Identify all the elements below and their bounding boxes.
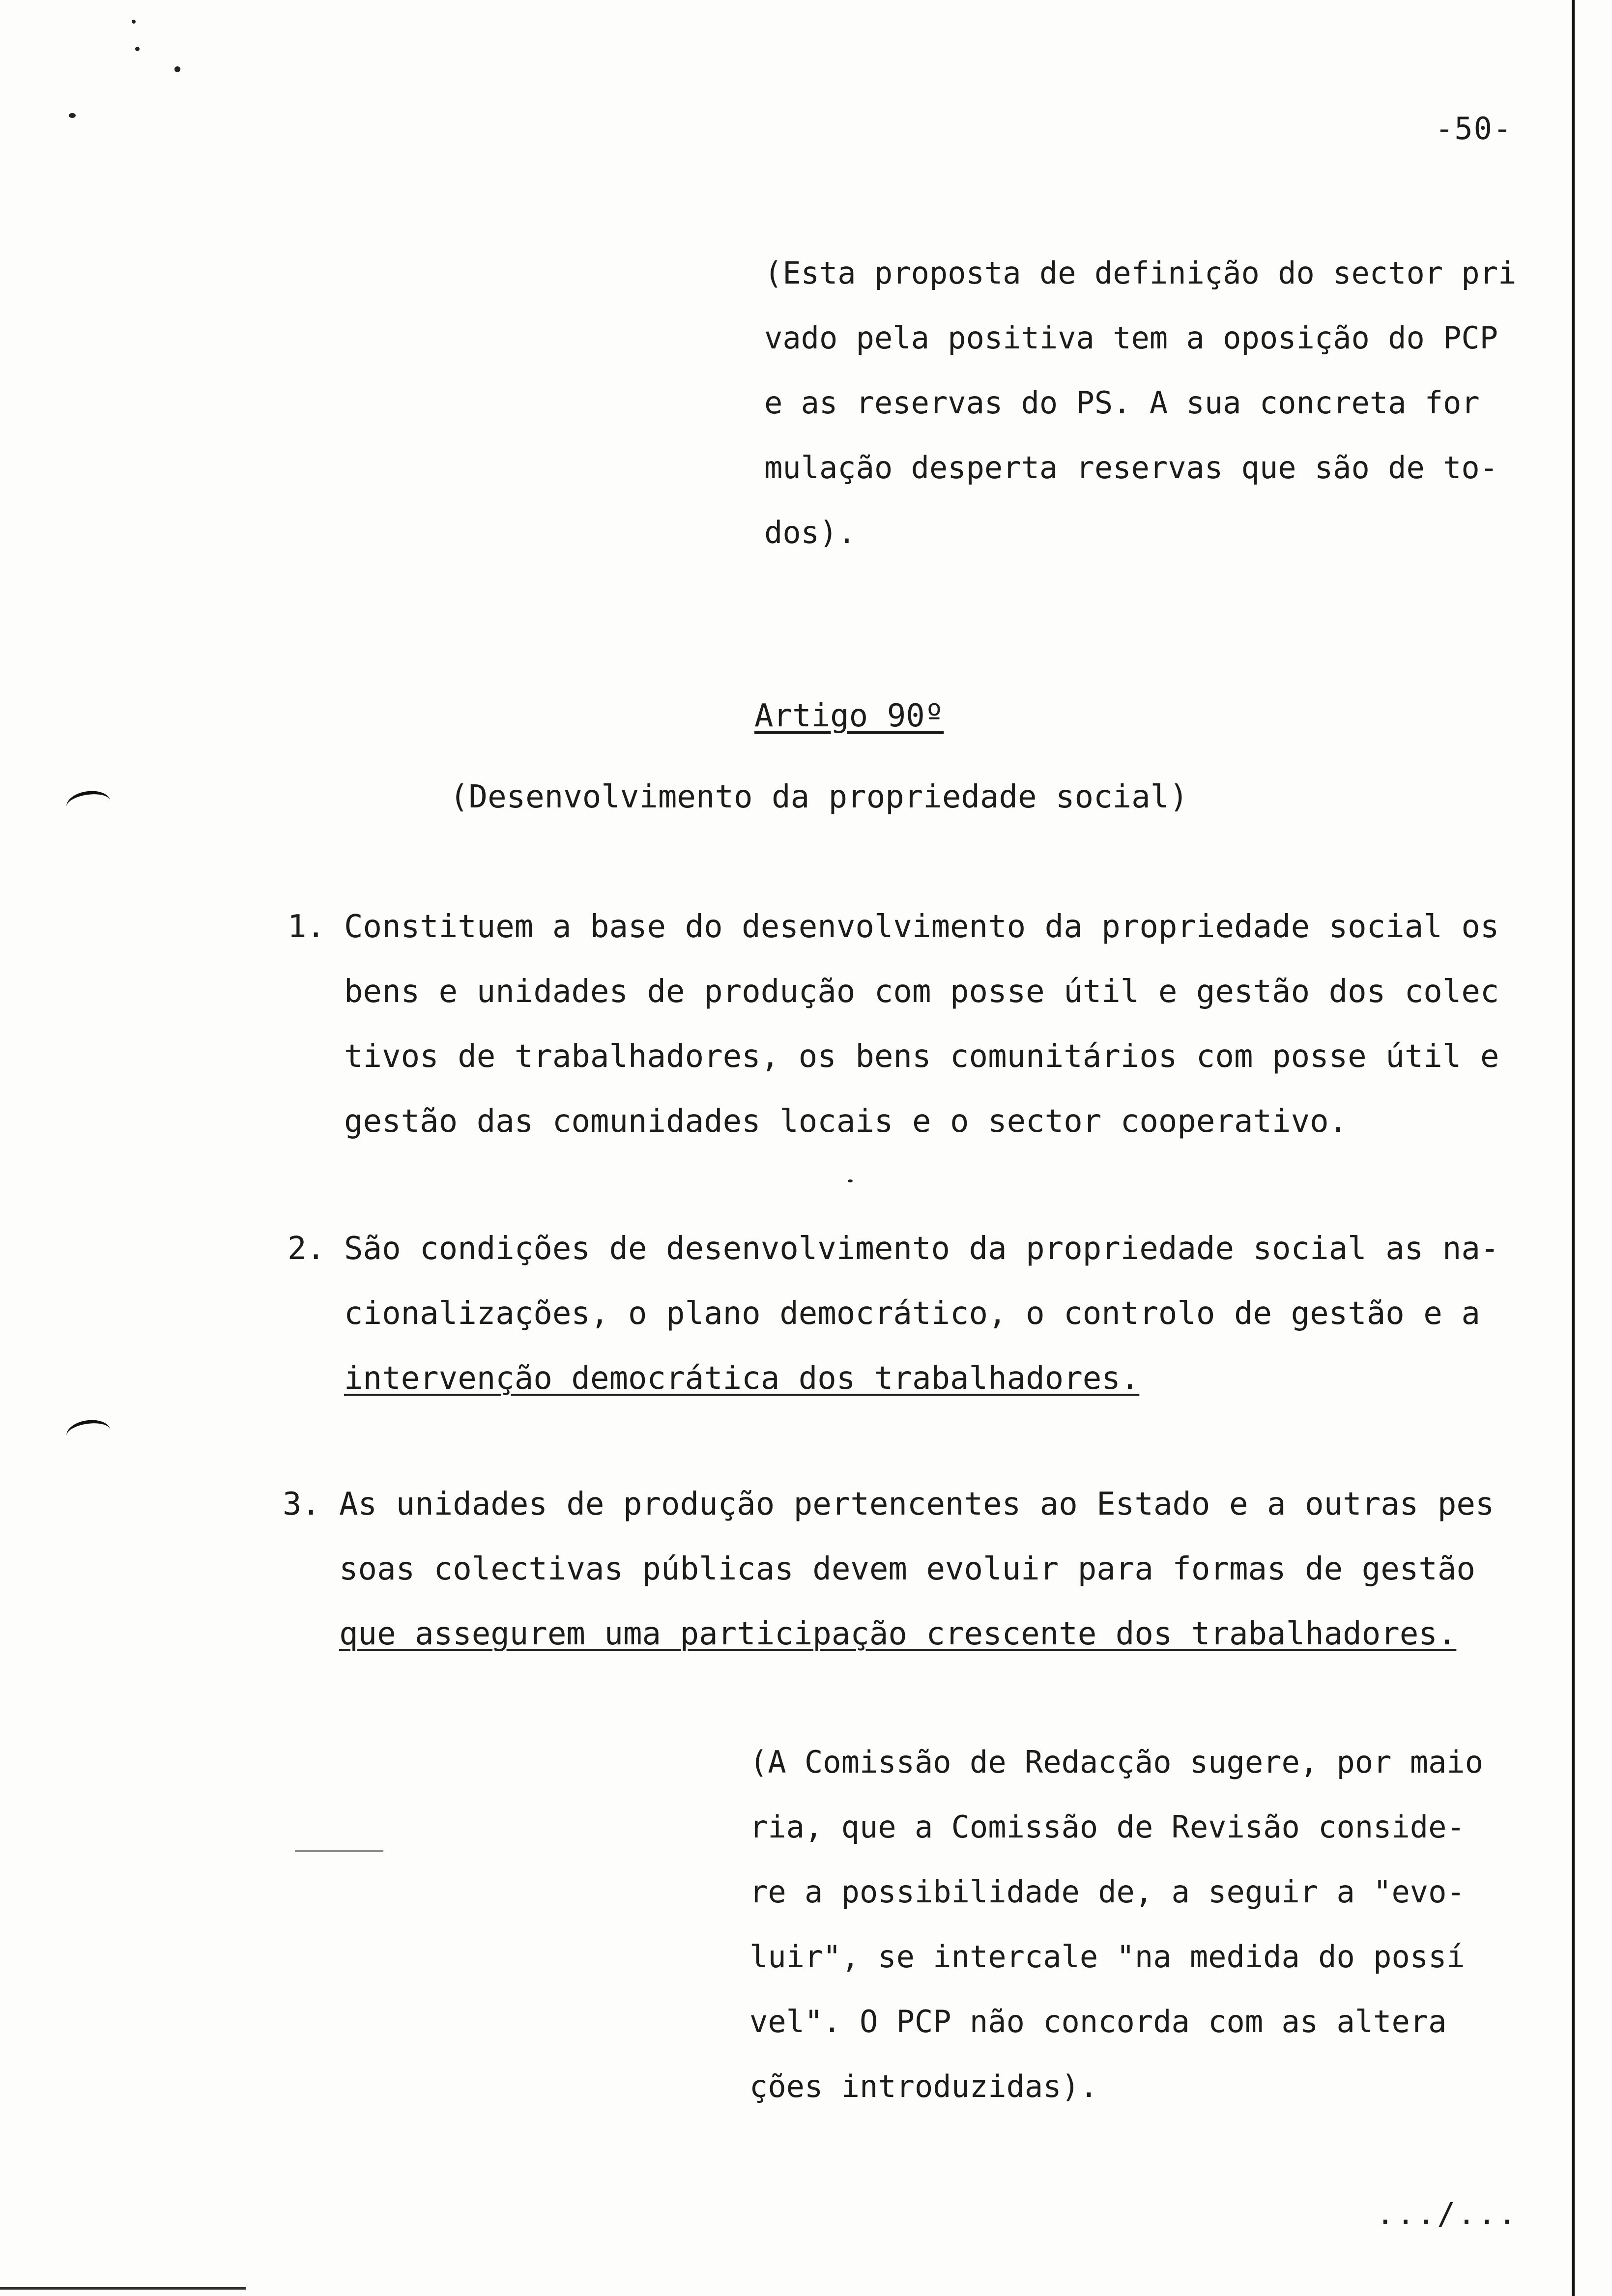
editorial-note-2 xyxy=(749,1730,1483,2119)
note-1-line: vado pela positiva tem a oposição do PCP xyxy=(764,320,1498,356)
scan-speck xyxy=(69,113,76,118)
scan-speck xyxy=(132,20,136,24)
note-2-line: (A Comissão de Redacção sugere, por maio xyxy=(749,1744,1484,1780)
note-1-line: dos). xyxy=(764,515,856,550)
paragraph-number: 3. xyxy=(283,1486,321,1522)
paragraph-line: cionalizações, o plano democrático, o controlo de gestão e a xyxy=(344,1295,1480,1332)
note-1-line: mulação desperta reservas que são de to- xyxy=(764,450,1498,486)
paragraph-line: soas colectivas públicas devem evoluir para formas de gestão xyxy=(339,1551,1475,1587)
note-2-line: luir", se intercale "na medida do possí xyxy=(749,1939,1465,1975)
scan-speck xyxy=(135,47,140,51)
page-number: -50- xyxy=(1435,111,1513,146)
paragraph-line: São condições de desenvolvimento da propriedade social as na- xyxy=(344,1231,1499,1267)
continuation-marker: .../... xyxy=(1376,2196,1519,2232)
note-2-line: ções introduzidas). xyxy=(749,2068,1098,2104)
paragraph-line: As unidades de produção pertencentes ao Estado e a outras pes xyxy=(339,1486,1495,1522)
page-edge-line xyxy=(1572,0,1575,2296)
paragraph-3 xyxy=(283,1472,1495,1666)
paragraph-line: bens e unidades de produção com posse útil e gestão dos colec xyxy=(344,974,1499,1010)
paragraph-number: 2. xyxy=(288,1231,326,1267)
paragraph-line-underlined: intervenção democrática dos trabalhadores. xyxy=(344,1360,1140,1397)
note-2-line: ria, que a Comissão de Revisão conside- xyxy=(749,1809,1465,1845)
paragraph-line: Constituem a base do desenvolvimento da propriedade social os xyxy=(344,909,1499,945)
margin-bracket-mark xyxy=(65,788,112,820)
scan-dash xyxy=(295,1850,383,1852)
paragraph-line: gestão das comunidades locais e o sector cooperativo. xyxy=(344,1103,1348,1140)
bottom-edge-line xyxy=(0,2287,246,2290)
paragraph-1 xyxy=(288,894,1499,1154)
paragraph-line: tivos de trabalhadores, os bens comunitários com posse útil e xyxy=(344,1038,1499,1075)
note-1-line: (Esta proposta de definição do sector pri xyxy=(764,255,1517,291)
article-title: Artigo 90º xyxy=(754,698,944,734)
paragraph-number: 1. xyxy=(288,909,326,945)
note-1-line: e as reservas do PS. A sua concreta for xyxy=(764,385,1480,421)
margin-bracket-mark xyxy=(65,1417,112,1449)
editorial-note-1 xyxy=(764,241,1516,565)
paragraph-2 xyxy=(288,1216,1499,1411)
scan-speck xyxy=(174,66,180,72)
article-subtitle: (Desenvolvimento da propriedade social) xyxy=(450,779,1188,815)
paragraph-line-underlined: que assegurem uma participação crescente dos trabalhadores. xyxy=(339,1616,1457,1652)
scan-speck xyxy=(848,1179,853,1182)
note-2-line: vel". O PCP não concorda com as altera xyxy=(749,2004,1447,2039)
note-2-line: re a possibilidade de, a seguir a "evo- xyxy=(749,1874,1465,1910)
